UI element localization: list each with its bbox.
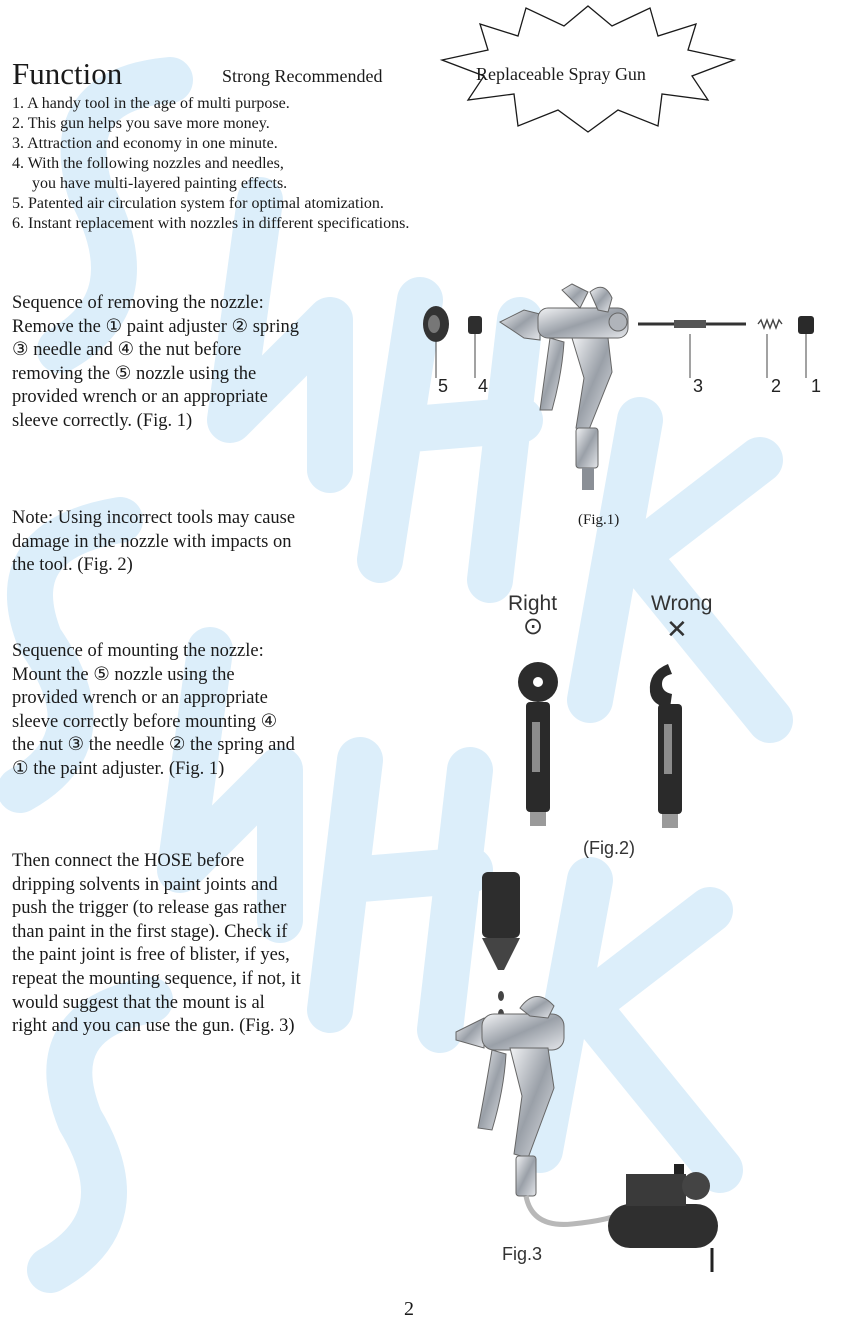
paragraph-line: the paint joint is free of blister, if yes, bbox=[12, 945, 290, 966]
page-number: 2 bbox=[404, 1298, 414, 1320]
paragraph-line: ③ needle and ④ the nut before bbox=[12, 340, 242, 361]
paragraph-line: would suggest that the mount is al bbox=[12, 992, 265, 1013]
removing-paragraph bbox=[12, 292, 299, 434]
needle-part bbox=[638, 320, 746, 328]
wrong-label: Wrong bbox=[651, 592, 713, 615]
paragraph-line: provided wrench or an appropriate bbox=[12, 688, 268, 709]
paint-cup bbox=[482, 872, 520, 1019]
nozzle-cap-part bbox=[423, 306, 449, 342]
function-item: 2. This gun helps you save more money. bbox=[12, 115, 270, 132]
paragraph-line: than paint in the first stage). Check if bbox=[12, 921, 288, 942]
function-item: 5. Patented air circulation system for optimal atomization. bbox=[12, 195, 384, 212]
paragraph-line: Sequence of removing the nozzle: bbox=[12, 293, 264, 313]
paragraph-line: ① the paint adjuster. (Fig. 1) bbox=[12, 758, 225, 779]
function-item: 3. Attraction and economy in one minute. bbox=[12, 135, 278, 152]
paragraph-line: sleeve correctly. (Fig. 1) bbox=[12, 410, 193, 431]
fig1-part-label: 2 bbox=[771, 376, 782, 396]
paragraph-line: damage in the nozzle with impacts on bbox=[12, 531, 292, 552]
paragraph-line: Sequence of mounting the nozzle: bbox=[12, 641, 264, 661]
fig1-caption: (Fig.1) bbox=[578, 512, 620, 528]
figure-1-exploded-gun bbox=[412, 282, 832, 512]
function-item: 1. A handy tool in the age of multi purpose. bbox=[12, 95, 290, 112]
paragraph-line: Mount the ⑤ nozzle using the bbox=[12, 664, 235, 685]
strong-recommended-label: Strong Recommended bbox=[222, 66, 383, 86]
air-compressor bbox=[608, 1164, 718, 1272]
paragraph-line: the nut ③ the needle ② the spring and bbox=[12, 735, 295, 756]
fig1-part-label: 4 bbox=[478, 376, 489, 396]
paragraph-line: provided wrench or an appropriate bbox=[12, 387, 268, 408]
replaceable-spray-gun-label: Replaceable Spray Gun bbox=[476, 64, 646, 84]
fig1-part-label: 5 bbox=[438, 376, 449, 396]
paragraph-line: push the trigger (to release gas rather bbox=[12, 898, 287, 919]
right-label: Right bbox=[508, 592, 558, 615]
note-paragraph bbox=[12, 507, 295, 578]
right-wrench bbox=[518, 652, 558, 826]
gun-body bbox=[500, 284, 628, 490]
paragraph-line: Then connect the HOSE before bbox=[12, 851, 245, 871]
spring-part bbox=[758, 320, 782, 328]
paragraph-line: repeat the mounting sequence, if not, it bbox=[12, 968, 301, 989]
figure-2-wrench-comparison bbox=[490, 642, 720, 832]
nut-part bbox=[468, 316, 482, 334]
function-heading: Function bbox=[12, 56, 123, 91]
paragraph-line: Note: Using incorrect tools may cause bbox=[12, 508, 296, 528]
fig3-caption: Fig.3 bbox=[502, 1244, 543, 1264]
paragraph-line: the tool. (Fig. 2) bbox=[12, 555, 133, 576]
wrong-cross-icon: ✕ bbox=[666, 614, 688, 644]
paragraph-line: dripping solvents in paint joints and bbox=[12, 874, 278, 895]
function-list bbox=[12, 94, 409, 234]
fig1-part-label: 1 bbox=[811, 376, 822, 396]
function-item: 6. Instant replacement with nozzles in different specifications. bbox=[12, 215, 410, 232]
paragraph-line: sleeve correctly before mounting ④ bbox=[12, 711, 278, 732]
paragraph-line: right and you can use the gun. (Fig. 3) bbox=[12, 1016, 295, 1037]
paint-adjuster-part bbox=[798, 316, 814, 334]
paragraph-line: Remove the ① paint adjuster ② spring bbox=[12, 316, 299, 337]
mounting-paragraph bbox=[12, 640, 295, 782]
figure-3-hose-connection bbox=[412, 868, 742, 1288]
fig2-caption: (Fig.2) bbox=[583, 838, 636, 858]
spray-gun-body bbox=[456, 996, 564, 1196]
hose-paragraph bbox=[12, 850, 301, 1039]
fig1-part-label: 3 bbox=[693, 376, 704, 396]
right-circle-icon: ⊙ bbox=[523, 613, 544, 640]
function-item: you have multi-layered painting effects. bbox=[32, 175, 288, 192]
paragraph-line: removing the ⑤ nozzle using the bbox=[12, 363, 257, 384]
wrong-wrench bbox=[650, 664, 682, 828]
function-item: 4. With the following nozzles and needles, bbox=[12, 155, 284, 172]
